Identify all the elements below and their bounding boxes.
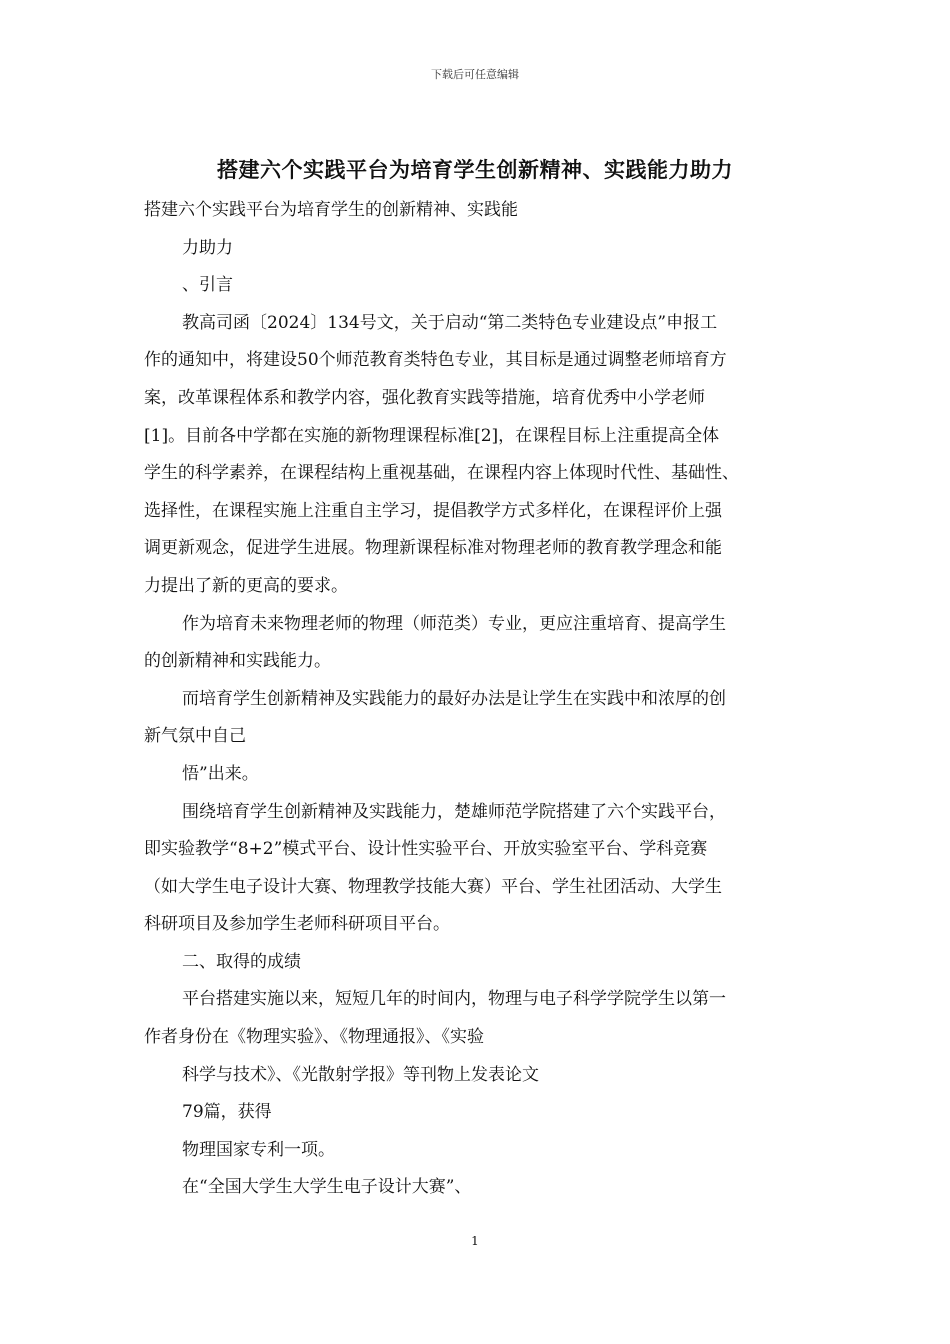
- body-line: （如大学生电子设计大赛、物理教学技能大赛）平台、学生社团活动、大学生: [144, 876, 722, 897]
- document-title: 搭建六个实践平台为培育学生创新精神、实践能力助力: [217, 157, 733, 182]
- body-line: 79篇，获得: [182, 1102, 272, 1123]
- body-line: 力助力: [182, 237, 233, 258]
- body-line: 学生的科学素养，在课程结构上重视基础，在课程内容上体现时代性、基础性、: [144, 463, 739, 484]
- body-line: 即实验教学“8+2”模式平台、设计性实验平台、开放实验室平台、学科竞赛: [144, 839, 708, 860]
- section-heading-results: 二、取得的成绩: [182, 951, 301, 972]
- body-line: 科研项目及参加学生老师科研项目平台。: [144, 914, 450, 935]
- body-line: 围绕培育学生创新精神及实践能力，楚雄师范学院搭建了六个实践平台，: [182, 801, 726, 822]
- body-line: 调更新观念，促进学生进展。物理新课程标准对物理老师的教育教学理念和能: [144, 538, 722, 559]
- page-number: 1: [471, 1234, 479, 1248]
- section-heading-intro: 、引言: [182, 275, 233, 296]
- body-line: 作者身份在《物理实验》、《物理通报》、《实验: [144, 1027, 484, 1048]
- body-line: 作为培育未来物理老师的物理（师范类）专业，更应注重培育、提高学生: [182, 613, 726, 634]
- body-line: 教高司函〔2024〕134号文，关于启动“第二类特色专业建设点”申报工: [182, 312, 718, 333]
- body-line: 科学与技术》、《光散射学报》等刊物上发表论文: [182, 1064, 539, 1085]
- header-note: 下载后可任意编辑: [431, 68, 519, 81]
- body-line: 力提出了新的更高的要求。: [144, 575, 348, 596]
- body-line: 的创新精神和实践能力。: [144, 651, 331, 672]
- body-line: 物理国家专利一项。: [182, 1139, 335, 1160]
- body-line: 搭建六个实践平台为培育学生的创新精神、实践能: [144, 200, 518, 220]
- body-line: 新气氛中自己: [144, 726, 246, 747]
- body-line: 作的通知中，将建设50个师范教育类特色专业，其目标是通过调整老师培育方: [144, 350, 727, 371]
- body-line: [1]。目前各中学都在实施的新物理课程标准[2]，在课程目标上注重提高全体: [144, 425, 720, 446]
- body-line: 案，改革课程体系和教学内容，强化教育实践等措施，培育优秀中小学老师: [144, 387, 705, 408]
- body-line: 平台搭建实施以来，短短几年的时间内，物理与电子科学学院学生以第一: [182, 989, 726, 1010]
- body-line: 悟”出来。: [182, 763, 259, 784]
- body-line: 选择性，在课程实施上注重自主学习，提倡教学方式多样化，在课程评价上强: [144, 500, 722, 521]
- body-line: 而培育学生创新精神及实践能力的最好办法是让学生在实践中和浓厚的创: [182, 688, 726, 709]
- body-line: 在“全国大学生大学生电子设计大赛”、: [182, 1177, 472, 1198]
- document-body: [144, 192, 814, 1207]
